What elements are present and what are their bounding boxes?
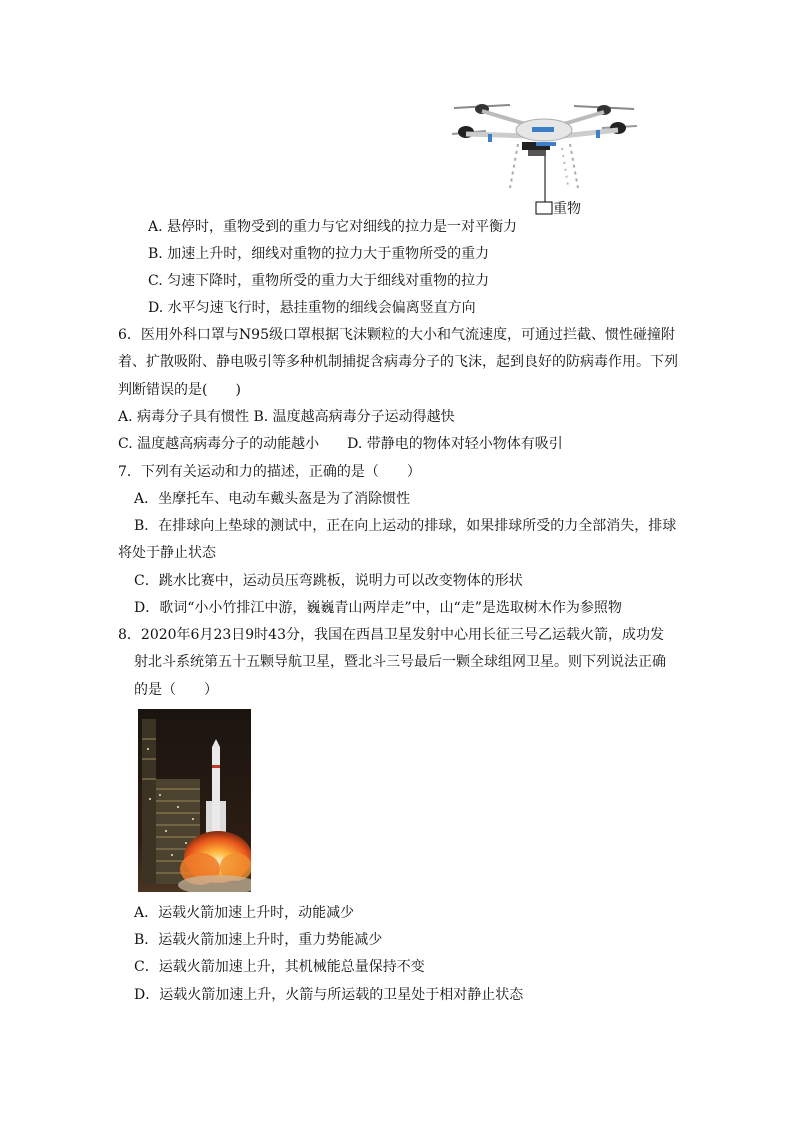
- q7-option-a: A．坐摩托车、电动车戴头盔是为了消除惯性: [134, 491, 411, 507]
- q7-stem: 7．下列有关运动和力的描述，正确的是（ ）: [118, 464, 421, 480]
- q8-option-b: B．运载火箭加速上升时，重力势能减少: [134, 932, 383, 948]
- q6-stem-line-2: 着、扩散吸附、静电吸引等多种机制捕捉含病毒分子的飞沫，起到良好的防病毒作用。下列: [118, 354, 678, 370]
- q6-options-line-1: A. 病毒分子具有惯性 B. 温度越高病毒分子运动得越快: [118, 409, 455, 425]
- rocket-launch-photo: [138, 709, 251, 892]
- q8-stem-line-2: 射北斗系统第五十五颗导航卫星，暨北斗三号最后一颗全球组网卫星。则下列说法正确: [134, 654, 666, 670]
- q5-option-c: C. 匀速下降时，重物所受的重力大于细线对重物的拉力: [148, 273, 490, 289]
- q6-stem-line-3: 判断错误的是( ): [118, 382, 241, 398]
- q6-options-line-2: C. 温度越高病毒分子的动能越小 D. 带静电的物体对轻小物体有吸引: [118, 436, 563, 452]
- weight-label: 重物: [553, 201, 581, 217]
- q7-option-d: D．歌词“小小竹排江中游，巍巍青山两岸走”中，山“走”是选取树木作为参照物: [134, 600, 622, 616]
- q7-option-b-line-1: B．在排球向上垫球的测试中，正在向上运动的排球，如果排球所受的力全部消失，排球: [134, 518, 677, 534]
- q6-stem-line-1: 6．医用外科口罩与N95级口罩根据飞沫颗粒的大小和气流速度，可通过拦截、惯性碰撞附: [118, 327, 675, 343]
- q5-option-d: D. 水平匀速飞行时，悬挂重物的细线会偏离竖直方向: [148, 300, 476, 316]
- q8-stem-line-3: 的是（ ）: [134, 682, 218, 698]
- q5-option-a: A. 悬停时，重物受到的重力与它对细线的拉力是一对平衡力: [148, 219, 518, 235]
- q5-option-b: B. 加速上升时，细线对重物的拉力大于重物所受的重力: [148, 246, 490, 262]
- rocket-illustration: [138, 709, 251, 892]
- q8-stem-line-1: 8．2020年6月23日9时43分，我国在西昌卫星发射中心用长征三号乙运载火箭，成功发: [118, 627, 664, 643]
- q7-option-c: C．跳水比赛中，运动员压弯跳板，说明力可以改变物体的形状: [134, 573, 523, 589]
- drone-figure: [452, 96, 637, 216]
- drone-illustration: [452, 96, 637, 216]
- q8-option-c: C．运载火箭加速上升，其机械能总量保持不变: [134, 959, 425, 975]
- q8-option-a: A．运载火箭加速上升时，动能减少: [134, 905, 355, 921]
- q7-option-b-line-2: 将处于静止状态: [118, 545, 216, 561]
- q8-option-d: D．运载火箭加速上升，火箭与所运载的卫星处于相对静止状态: [134, 987, 524, 1003]
